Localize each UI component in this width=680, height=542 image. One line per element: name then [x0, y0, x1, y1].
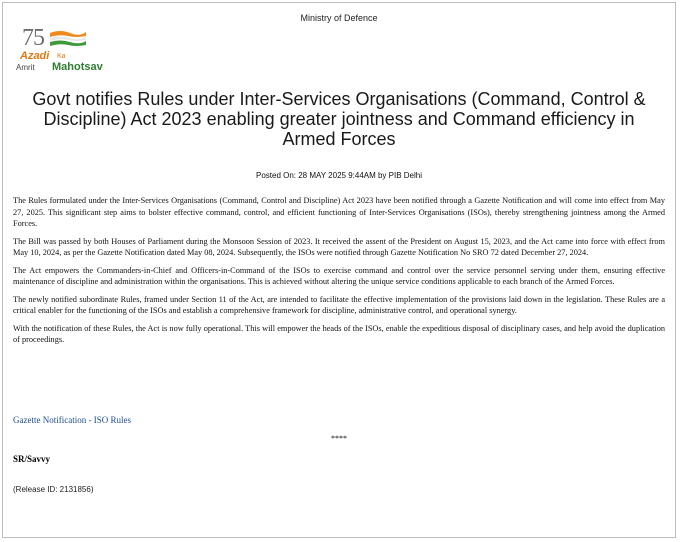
paragraph: The Act empowers the Commanders-in-Chief and Officers-in-Command of the ISOs to exercise command and control over the service personnel serving under them, ensuring effective maintenance of discipline and administration within the organisations. This is achieved without altering the unique service conditions applicable to each branch of the Armed Forces. [13, 265, 665, 286]
posted-date: Posted On: 28 MAY 2025 9:44AM by PIB Delhi [255, 171, 423, 180]
paragraph: With the notification of these Rules, the Act is now fully operational. This will empower the heads of the ISOs, enable the expeditious disposal of disciplinary cases, and help avoid the duplication of proceedings. [13, 323, 665, 344]
logo-word-mahotsav: Mahotsav [52, 61, 103, 73]
logo-number: 75 [22, 25, 44, 51]
logo-word-amrit: Amrit [16, 63, 35, 72]
separator: **** [331, 434, 347, 443]
logo-word-azadi: Azadi [20, 50, 50, 62]
azadi-ka-amrit-mahotsav-logo [15, 25, 105, 77]
page-title: Govt notifies Rules under Inter-Services Organisations (Command, Control & Discipline) Act 2023 enabling greater jointness and Command efficiency in Armed Forces [32, 89, 646, 149]
press-release-page [2, 2, 676, 538]
flag-ribbon-icon [48, 29, 88, 49]
ministry-name: Ministry of Defence [300, 13, 378, 23]
logo-word-ka: Ka [57, 53, 66, 60]
paragraph: The newly notified subordinate Rules, framed under Section 11 of the Act, are intended to facilitate the effective implementation of the provisions laid down in the legislation. These Rules are a critical enabler for the functioning of the ISOs and establish a comprehensive framework for discipline, administrative control, and operational synergy. [13, 294, 665, 315]
gazette-notification-link[interactable]: Gazette Notification - ISO Rules [13, 415, 131, 425]
paragraph: The Rules formulated under the Inter-Services Organisations (Command, Control and Discipline) Act 2023 have been notified through a Gazette Notification and will come into effect from May 27, 2025. This significant step aims to bolster effective command, control, and efficient functioning of Inter-Services Organisations (ISOs), thereby strengthening jointness among the Armed Forces. [13, 196, 665, 228]
paragraph: The Bill was passed by both Houses of Parliament during the Monsoon Session of 2023. It received the assent of the President on August 15, 2023, and the Act came into force with effect from May 10, 2024, as per the Gazette Notification dated May 08, 2024. Subsequently, the ISOs were notified through Gazette Notification No SRO 72 dated December 27, 2024. [13, 236, 665, 257]
release-id: (Release ID: 2131856) [13, 485, 94, 494]
signature: SR/Savvy [13, 454, 51, 464]
article-body [13, 195, 665, 352]
